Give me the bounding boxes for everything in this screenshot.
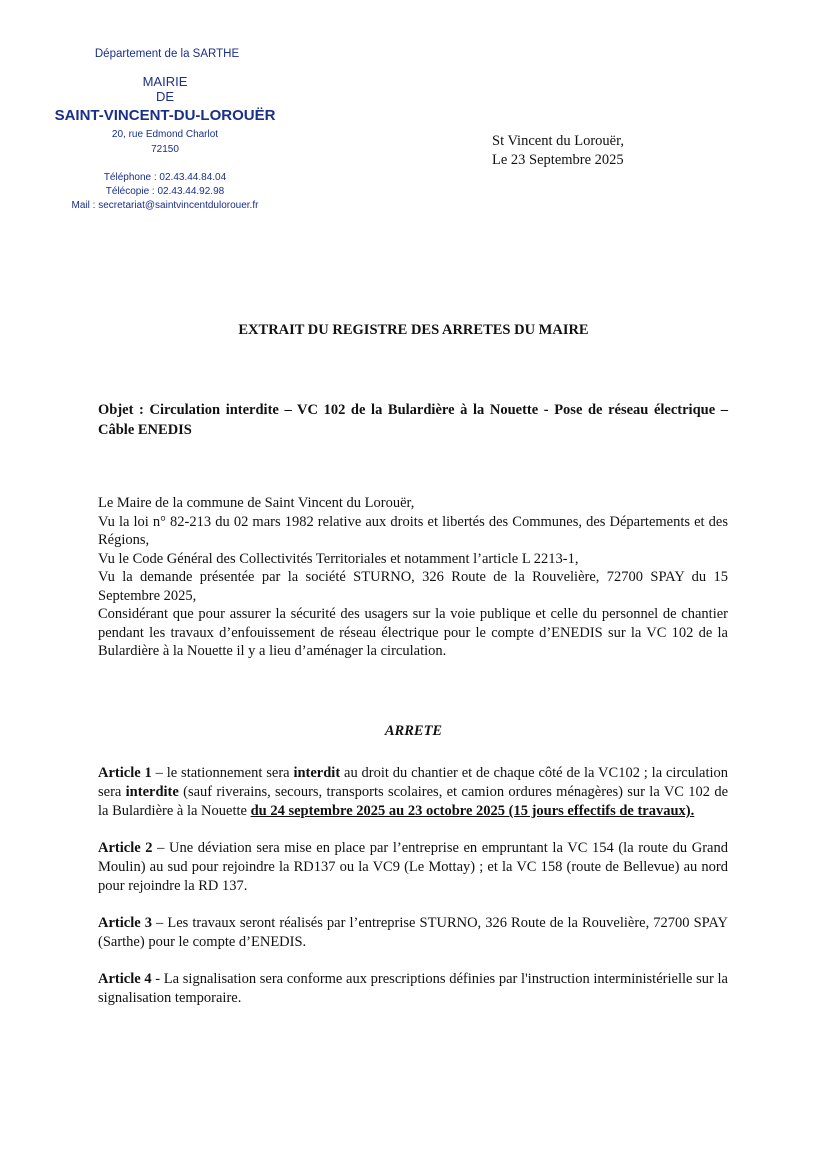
- de-line: DE: [155, 89, 175, 104]
- department-line: Département de la SARTHE: [94, 48, 240, 60]
- objet-subject: Objet : Circulation interdite – VC 102 de la Bulardière à la Nouette - Pose de réseau électrique – Câble ENEDIS: [98, 402, 728, 438]
- mail-line: Mail : secretariat@saintvincentdulorouer.fr: [71, 200, 259, 211]
- fax-line: Télécopie : 02.43.44.92.98: [105, 186, 225, 197]
- article-3: [98, 914, 728, 952]
- preamble-law: Vu la loi n° 82-213 du 02 mars 1982 relative aux droits et libertés des Communes, des Départements et des Régions,: [98, 513, 728, 548]
- telephone-line: Téléphone : 02.43.44.84.04: [103, 172, 227, 183]
- article-4: [98, 970, 728, 1008]
- article-1-dates: du 24 septembre 2025 au 23 octobre 2025 (15 jours effectifs de travaux).: [250, 803, 695, 819]
- address-line: 20, rue Edmond Charlot: [111, 129, 219, 140]
- document-title: EXTRAIT DU REGISTRE DES ARRETES DU MAIRE: [238, 322, 589, 338]
- preamble-mayor: Le Maire de la commune de Saint Vincent du Lorouër,: [98, 495, 415, 511]
- dateline: [492, 132, 624, 170]
- preamble-code: Vu le Code Général des Collectivités Territoriales et notamment l’article L 2213-1,: [98, 550, 579, 567]
- letterhead: [30, 48, 300, 213]
- mairie-line: MAIRIE: [142, 74, 188, 89]
- article-2-text: – Une déviation sera mise en place par l’entreprise en empruntant la VC 154 (la route du Grand Moulin) au sud pour rejoindre la RD137 ou la VC9 (Le Mottay) ; et la VC 158 (route de Bellevue) au nord pour rejoindre la RD 137.: [98, 840, 728, 894]
- preamble: [98, 494, 728, 661]
- article-1-bold-interdit: interdit: [293, 765, 341, 781]
- article-3-label: Article 3: [98, 915, 152, 931]
- postcode-line: 72150: [151, 144, 179, 155]
- arrete-heading: ARRETE: [384, 723, 443, 739]
- articles: [98, 764, 728, 1026]
- article-3-text: – Les travaux seront réalisés par l’entreprise STURNO, 326 Route de la Rouvelière, 72700 SPAY (Sarthe) pour le compte d’ENEDIS.: [98, 915, 729, 950]
- article-1-text-a: – le stationnement sera: [151, 765, 294, 781]
- preamble-considering: Considérant que pour assurer la sécurité des usagers sur la voie publique et celle du personnel de chantier pendant les travaux d’enfouissement de réseau électrique pour le compte d’ENEDIS sur la VC 102 de la Bulardière à la Nouette il y a lieu d’aménager la circulation.: [98, 606, 728, 659]
- date-place: St Vincent du Lorouër,: [492, 133, 624, 149]
- article-1-text-b: au droit du chantier et de chaque côté de la VC102 ; la circulation sera: [98, 765, 729, 800]
- town-name: SAINT-VINCENT-DU-LOROUËR: [54, 107, 276, 124]
- article-4-text: - La signalisation sera conforme aux prescriptions définies par l'instruction interministérielle sur la signalisation temporaire.: [98, 971, 728, 1006]
- article-1: [98, 764, 728, 821]
- date-value: Le 23 Septembre 2025: [492, 152, 624, 168]
- article-1-bold-interdite: interdite: [125, 784, 179, 800]
- article-1-text-c: (sauf riverains, secours, transports scolaires, et camion ordures ménagères) sur la VC 102 de la Bulardière à la Nouette: [98, 784, 728, 819]
- preamble-request: Vu la demande présentée par la société STURNO, 326 Route de la Rouvelière, 72700 SPAY du 15 Septembre 2025,: [98, 569, 728, 604]
- article-4-label: Article 4: [98, 971, 152, 987]
- article-2-label: Article 2: [98, 840, 153, 856]
- article-2: [98, 839, 728, 896]
- article-1-label: Article 1: [98, 765, 152, 781]
